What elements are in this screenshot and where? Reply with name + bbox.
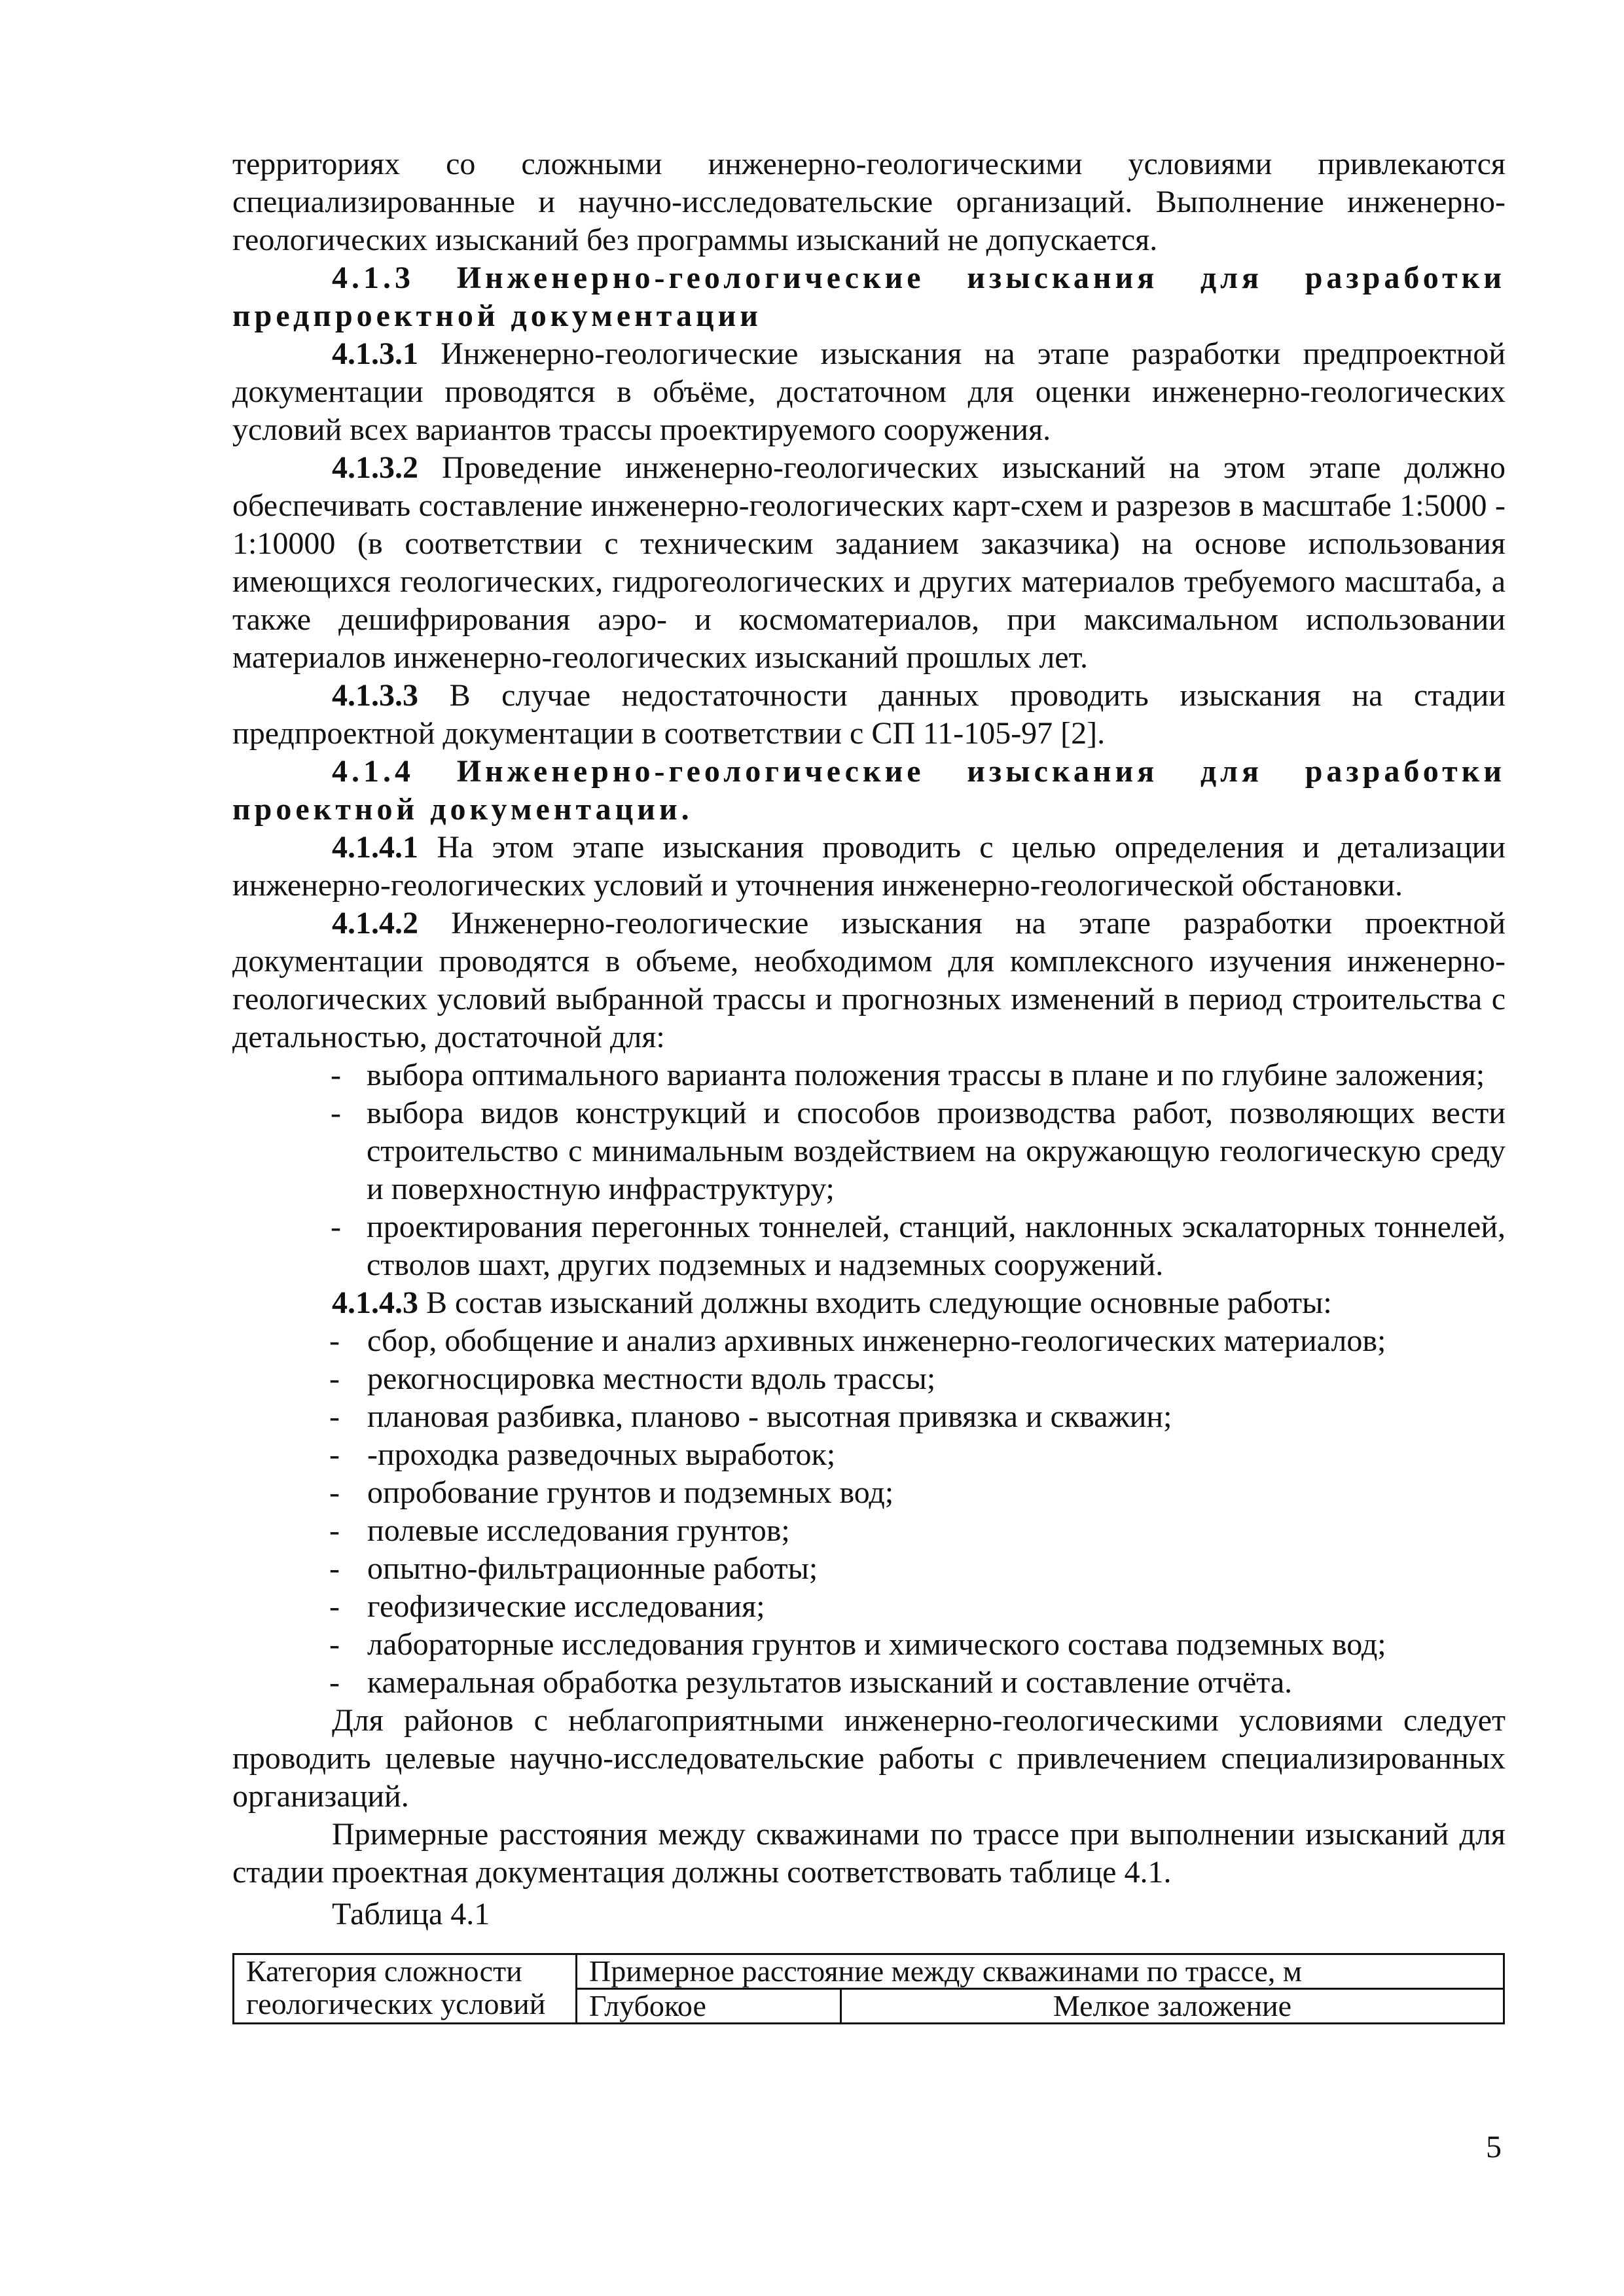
heading-4-1-4-line-2: проектной документации.: [232, 792, 693, 827]
list-item: - опытно-фильтрационные работы;: [329, 1551, 818, 1586]
list-item: - камеральная обработка результатов изысканий и составление отчёта.: [329, 1665, 1293, 1700]
list-item: - полевые исследования грунтов;: [329, 1513, 790, 1548]
table-header-cell: [234, 1954, 577, 2024]
list-item: - -проходка разведочных выработок;: [329, 1437, 836, 1472]
list-item-text: плановая разбивка, планово - высотная привязка и скважин;: [367, 1399, 1172, 1434]
list-item-text: выбора оптимального варианта положения трассы в плане и по глубине заложения;: [367, 1058, 1485, 1092]
heading-4-1-4-title: Инженерно-геологические изыскания для разработки: [456, 754, 1506, 789]
table-header-cell: Примерное расстояние между скважинами по трассе, м: [577, 1954, 1504, 1989]
section-4-1-3-3: [232, 677, 1506, 753]
table-header-label: Категория сложности: [246, 1954, 522, 1988]
list-item: - опробование грунтов и подземных вод;: [329, 1475, 894, 1510]
works-list: [232, 1322, 1506, 1702]
section-text: Проведение инженерно-геологических изысканий на этом этапе должно обеспечивать составление инженерно-геологических карт-схем и разрезов в масштабе 1:5000 - 1:10000 (в соответствии с техническим заданием заказчика) на основе использования имеющихся геологических, гидрогеологических и других материалов требуемого масштаба, а также дешифрирования аэро- и космоматериалов, при максимальном использовании материалов инженерно-геологических изысканий прошлых лет.: [232, 450, 1506, 675]
list-item-text: -проходка разведочных выработок;: [367, 1437, 836, 1472]
list-item: - лабораторные исследования грунтов и химического состава подземных вод;: [329, 1627, 1386, 1662]
list-item-text: опытно-фильтрационные работы;: [367, 1551, 818, 1586]
criteria-list: [232, 1056, 1506, 1284]
section-text: В состав изысканий должны входить следующие основные работы:: [426, 1285, 1332, 1320]
list-item-text: камеральная обработка результатов изысканий и составление отчёта.: [367, 1665, 1293, 1700]
list-item: - выбора видов конструкций и способов производства работ, позволяющих вести строительство с минимальным воздействием на окружающую геологическую среду и поверхностную инфраструктуру;: [331, 1096, 1506, 1206]
list-item: - плановая разбивка, планово - высотная привязка и скважин;: [329, 1399, 1172, 1434]
section-text: Инженерно-геологические изыскания на этапе разработки проектной документации проводятся в объеме, необходимом для комплексного изучения инженерно-геологических условий выбранной трассы и прогнозных изменений в период строительства с детальностью, достаточной для:: [232, 906, 1506, 1054]
section-number: 4.1.4.1: [332, 830, 418, 865]
section-number: 4.1.4.2: [332, 906, 418, 941]
section-4-1-4-1: [232, 829, 1506, 905]
list-item: - сбор, обобщение и анализ архивных инженерно-геологических материалов;: [329, 1323, 1386, 1358]
list-item: - выбора оптимального варианта положения трассы в плане и по глубине заложения;: [331, 1058, 1485, 1092]
section-4-1-4-2: [232, 905, 1506, 1056]
table-caption: Таблица 4.1: [332, 1897, 490, 1931]
intro-line-1: территориях со сложными инженерно-геологическими условиями привлекаются: [232, 147, 1506, 181]
list-item-text: лабораторные исследования грунтов и химического состава подземных вод;: [367, 1627, 1386, 1662]
section-number: 4.1.3.3: [332, 678, 418, 713]
table-subheader-cell: Мелкое заложение: [841, 1989, 1504, 2024]
table-header-label: геологических условий: [246, 1987, 546, 2020]
table-header-row: [234, 1954, 1504, 1989]
list-item-text: проектирования перегонных тоннелей, станций, наклонных эскалаторных тоннелей, стволов шахт, других подземных и надземных сооружений.: [367, 1210, 1506, 1282]
section-number: 4.1.3.1: [332, 336, 418, 371]
list-item-text: опробование грунтов и подземных вод;: [367, 1475, 894, 1510]
section-number: 4.1.3.2: [332, 450, 418, 485]
list-item-text: геофизические исследования;: [367, 1589, 765, 1624]
list-item-text: рекогносцировка местности вдоль трассы;: [367, 1361, 936, 1396]
section-text: В случае недостаточности данных проводить изыскания на стадии предпроектной документации в соответствии с СП 11-105-97 [2].: [232, 678, 1506, 751]
table-subheader-cell: Глубокое: [577, 1989, 841, 2024]
heading-4-1-3-number: 4.1.3: [332, 260, 414, 295]
list-item: - геофизические исследования;: [329, 1589, 765, 1624]
paragraph-unfavorable-regions: Для районов с неблагоприятными инженерно-геологическими условиями следует проводить целевые научно-исследовательские работы с привлечением специализированных организаций.: [232, 1703, 1506, 1814]
document-page: [232, 145, 1506, 2024]
heading-4-1-3-line-1: [232, 259, 1506, 297]
page-number: 5: [1486, 2130, 1502, 2164]
list-item: - проектирования перегонных тоннелей, станций, наклонных эскалаторных тоннелей, стволов шахт, других подземных и надземных сооружений.: [331, 1210, 1506, 1282]
table-4-1: [232, 1953, 1505, 2024]
section-text: Инженерно-геологические изыскания на этапе разработки предпроектной документации проводятся в объёме, достаточном для оценки инженерно-геологических условий всех вариантов трассы проектируемого сооружения.: [232, 336, 1506, 447]
heading-4-1-4-line-1: [232, 753, 1506, 791]
section-4-1-3-1: [232, 335, 1506, 449]
section-4-1-4-3: [232, 1284, 1506, 1322]
intro-line-3: геологических изысканий без программы изысканий не допускается.: [232, 223, 1158, 257]
list-item-text: сбор, обобщение и анализ архивных инженерно-геологических материалов;: [367, 1323, 1386, 1358]
list-item: - рекогносцировка местности вдоль трассы;: [329, 1361, 936, 1396]
intro-line-2: специализированные и научно-исследовательские организаций. Выполнение инженерно-: [232, 185, 1506, 219]
heading-4-1-4-number: 4.1.4: [332, 754, 414, 789]
list-item-text: выбора видов конструкций и способов производства работ, позволяющих вести строительство с минимальным воздействием на окружающую геологическую среду и поверхностную инфраструктуру;: [367, 1096, 1506, 1206]
heading-4-1-3-line-2: предпроектной документации: [232, 298, 762, 333]
list-item-text: полевые исследования грунтов;: [367, 1513, 790, 1548]
heading-4-1-3-title: Инженерно-геологические изыскания для разработки: [456, 260, 1506, 295]
section-text: На этом этапе изыскания проводить с целью определения и детализации инженерно-геологических условий и уточнения инженерно-геологической обстановки.: [232, 830, 1506, 903]
section-4-1-3-2: [232, 449, 1506, 677]
paragraph-borehole-distances: Примерные расстояния между скважинами по трассе при выполнении изысканий для стадии проектная документация должны соответствовать таблице 4.1.: [232, 1817, 1506, 1890]
section-number: 4.1.4.3: [332, 1285, 418, 1320]
